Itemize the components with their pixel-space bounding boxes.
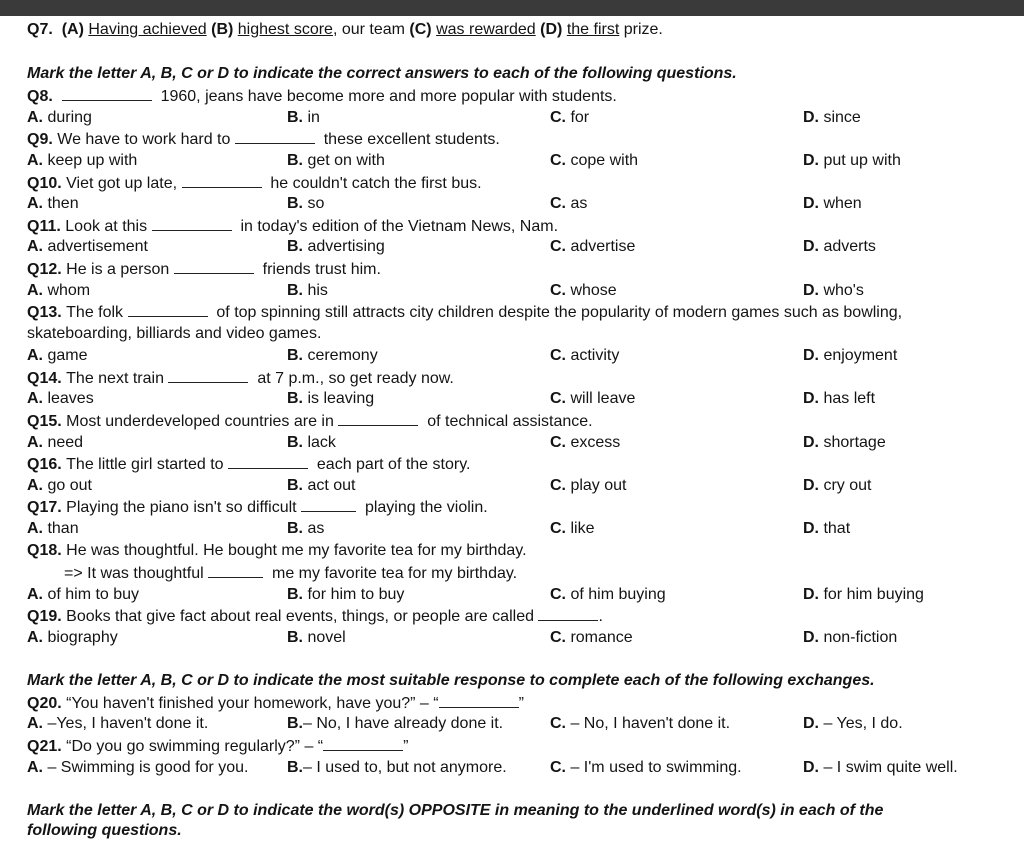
question-q17: Q17. Playing the piano isn't so difficult playing the violin. xyxy=(27,499,488,516)
option-b: B.– No, I have already done it. xyxy=(287,715,504,732)
question-q8: Q8. 1960, jeans have become more and more popular with students. xyxy=(27,88,617,105)
option-a: A. during xyxy=(27,109,92,126)
option-a: A. advertisement xyxy=(27,238,148,255)
option-c: C. – I'm used to swimming. xyxy=(550,759,742,776)
answer-blank xyxy=(62,86,152,101)
option-c: C. as xyxy=(550,195,588,212)
option-c: C. romance xyxy=(550,629,633,646)
question-q21: Q21. “Do you go swimming regularly?” – “ ” xyxy=(27,738,409,755)
option-b: B. is leaving xyxy=(287,390,375,407)
option-b: B. his xyxy=(287,282,328,299)
option-b: B. for him to buy xyxy=(287,586,405,603)
section-instruction: Mark the letter A, B, C or D to indicate the word(s) OPPOSITE in meaning to the underlined word(s) in each of the xyxy=(27,802,884,819)
answer-blank xyxy=(439,693,519,708)
question-q19: Q19. Books that give fact about real events, things, or people are called . xyxy=(27,608,603,625)
answer-blank xyxy=(174,259,254,274)
option-b: B. get on with xyxy=(287,152,385,169)
option-a: A. than xyxy=(27,520,79,537)
option-b: B. as xyxy=(287,520,325,537)
answer-blank xyxy=(152,216,232,231)
question-continuation: => It was thoughtful me my favorite tea for my birthday. xyxy=(64,565,518,582)
option-a: A. biography xyxy=(27,629,118,646)
question-q20: Q20. “You haven't finished your homework, have you?” – “ ” xyxy=(27,695,524,712)
question-q11: Q11. Look at this in today's edition of the Vietnam News, Nam. xyxy=(27,218,559,235)
answer-blank xyxy=(228,454,308,469)
section-instruction: Mark the letter A, B, C or D to indicate the most suitable response to complete each of the following exchanges. xyxy=(27,672,875,689)
section-instruction-continuation: following questions. xyxy=(27,822,182,839)
question-q10: Q10. Viet got up late, he couldn't catch the first bus. xyxy=(27,175,482,192)
option-d: D. who's xyxy=(803,282,864,299)
option-b: B.– I used to, but not anymore. xyxy=(287,759,507,776)
option-a: A. –Yes, I haven't done it. xyxy=(27,715,209,732)
option-c: C. of him buying xyxy=(550,586,666,603)
option-d: D. non-fiction xyxy=(803,629,898,646)
question-continuation: skateboarding, billiards and video games. xyxy=(27,325,322,342)
question-q12: Q12. He is a person friends trust him. xyxy=(27,261,381,278)
option-c: C. cope with xyxy=(550,152,639,169)
option-c: C. will leave xyxy=(550,390,636,407)
question-q15: Q15. Most underdeveloped countries are in of technical assistance. xyxy=(27,413,593,430)
answer-blank xyxy=(338,411,418,426)
option-b: B. advertising xyxy=(287,238,385,255)
option-a: A. of him to buy xyxy=(27,586,140,603)
option-c: C. like xyxy=(550,520,595,537)
section-instruction: Mark the letter A, B, C or D to indicate the correct answers to each of the following questions. xyxy=(27,65,737,82)
question-q16: Q16. The little girl started to each part of the story. xyxy=(27,456,471,473)
option-d: D. adverts xyxy=(803,238,876,255)
option-d: D. for him buying xyxy=(803,586,924,603)
option-d: D. enjoyment xyxy=(803,347,898,364)
option-d: D. cry out xyxy=(803,477,872,494)
option-a: A. whom xyxy=(27,282,91,299)
option-d: D. shortage xyxy=(803,434,886,451)
option-b: B. in xyxy=(287,109,320,126)
question-q13: Q13. The folk of top spinning still attracts city children despite the popularity of modern games such as bowling, xyxy=(27,304,903,321)
question-q14: Q14. The next train at 7 p.m., so get ready now. xyxy=(27,370,454,387)
option-d: D. since xyxy=(803,109,861,126)
option-a: A. – Swimming is good for you. xyxy=(27,759,249,776)
question-q9: Q9. We have to work hard to these excellent students. xyxy=(27,131,500,148)
top-bar xyxy=(0,0,1024,16)
option-c: C. for xyxy=(550,109,590,126)
option-c: C. activity xyxy=(550,347,620,364)
option-b: B. act out xyxy=(287,477,356,494)
option-d: D. that xyxy=(803,520,851,537)
option-d: D. – I swim quite well. xyxy=(803,759,958,776)
option-c: C. play out xyxy=(550,477,627,494)
question-number: Q7. xyxy=(27,21,53,38)
answer-blank xyxy=(235,129,315,144)
option-d: D. – Yes, I do. xyxy=(803,715,903,732)
option-b: B. ceremony xyxy=(287,347,378,364)
option-b: B. novel xyxy=(287,629,346,646)
option-a: A. game xyxy=(27,347,88,364)
answer-blank xyxy=(182,173,262,188)
question-q18: Q18. He was thoughtful. He bought me my favorite tea for my birthday. xyxy=(27,542,527,559)
option-a: A. keep up with xyxy=(27,152,138,169)
option-b: B. lack xyxy=(287,434,336,451)
answer-blank xyxy=(301,497,356,512)
option-b: B. so xyxy=(287,195,325,212)
answer-blank xyxy=(168,368,248,383)
answer-blank xyxy=(538,606,598,621)
option-d: D. when xyxy=(803,195,862,212)
option-d: D. put up with xyxy=(803,152,901,169)
question-q7: Q7. (A) Having achieved (B) highest score, our team (C) was rewarded (D) the first prize. xyxy=(27,21,663,38)
option-a: A. then xyxy=(27,195,79,212)
option-a: A. need xyxy=(27,434,84,451)
answer-blank xyxy=(323,736,403,751)
option-a: A. leaves xyxy=(27,390,94,407)
answer-blank xyxy=(128,302,208,317)
option-c: C. excess xyxy=(550,434,621,451)
option-c: C. – No, I haven't done it. xyxy=(550,715,731,732)
option-c: C. whose xyxy=(550,282,617,299)
answer-blank xyxy=(208,563,263,578)
option-c: C. advertise xyxy=(550,238,636,255)
option-a: A. go out xyxy=(27,477,92,494)
option-d: D. has left xyxy=(803,390,876,407)
